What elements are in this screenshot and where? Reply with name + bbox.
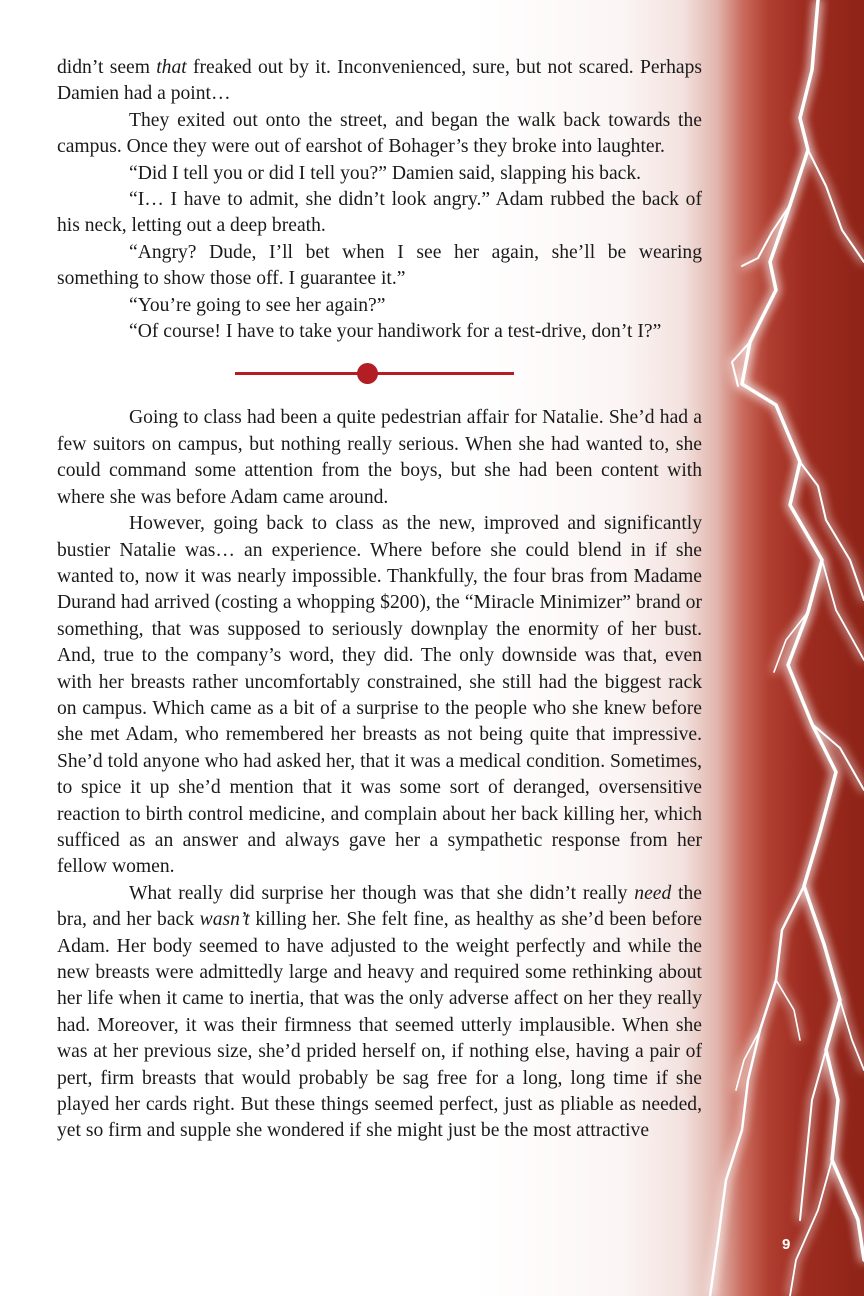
divider-dot <box>357 363 378 384</box>
paragraph: “I… I have to admit, she didn’t look angry.” Adam rubbed the back of his neck, letting out a deep breath. <box>57 189 702 237</box>
paragraph: “Of course! I have to take your handiwork for a test-drive, don’t I?” <box>129 321 662 343</box>
page-number: 9 <box>782 1236 791 1253</box>
paragraph: “Did I tell you or did I tell you?” Damien said, slapping his back. <box>129 162 642 184</box>
paragraph: Going to class had been a quite pedestrian affair for Natalie. She’d had a few suitors on campus, but nothing really serious. When she had wanted to, she could command some attention from the boys, but she had been content with where she was before Adam came around. <box>57 407 702 508</box>
paragraph: didn’t seem that freaked out by it. Inconvenienced, sure, but not scared. Perhaps Damien had a point… <box>57 57 702 105</box>
paragraph: What really did surprise her though was that she didn’t really need the bra, and her back wasn’t killing her. She felt fine, as healthy as she’d been before Adam. Her body seemed to have adjusted to the weight perfectly and while the new breasts were admittedly large and heavy and required some rethinking about her life when it came to inertia, that was the only adverse affect on her they really had. Moreover, it was their firmness that seemed utterly implausible. When she was at her previous size, she’d prided herself on, if nothing else, having a pair of pert, firm breasts that would probably be sag free for a long, long time if she played her cards right. But these things seemed perfect, just as pliable as needed, yet so firm and supple she wondered if she might just be the most attractive <box>57 882 702 1142</box>
paragraph: However, going back to class as the new, improved and significantly bustier Natalie was… an experience. Where before she could blend in if she wanted to, now it was nearly impossible. Thankfully, the four bras from Madame Durand had arrived (costing a whopping $200), the “Miracle Minimizer” brand or something, that was supposed to seriously downplay the enormity of her bust. And, true to the company’s word, they did. The only downside was that, even with her breasts rather uncomfortably constrained, she still had the biggest rack on campus. Which came as a bit of a surprise to the people who she knew before she met Adam, who remembered her breasts as not being quite that impressive. She’d told anyone who had asked her, that it was a medical condition. Sometimes, to spice it up she’d mention that it was some sort of deranged, oversensitive reaction to birth control medicine, and complain about her back killing her, which sufficed as an answer and always gave her a sympathetic response from her fellow women. <box>57 513 702 878</box>
emphasis-text: that <box>156 57 187 78</box>
page-text <box>57 55 702 1145</box>
paragraph: They exited out onto the street, and began the walk back towards the campus. Once they were out of earshot of Bohager’s they broke into laughter. <box>57 109 702 158</box>
paragraph: “You’re going to see her again?” <box>129 294 386 316</box>
paragraph: “Angry? Dude, I’ll bet when I see her again, she’ll be wearing something to show those off. I guarantee it.” <box>57 241 702 290</box>
section-divider <box>57 359 702 389</box>
emphasis-text: wasn’t <box>199 909 250 931</box>
emphasis-text: need <box>634 882 672 904</box>
